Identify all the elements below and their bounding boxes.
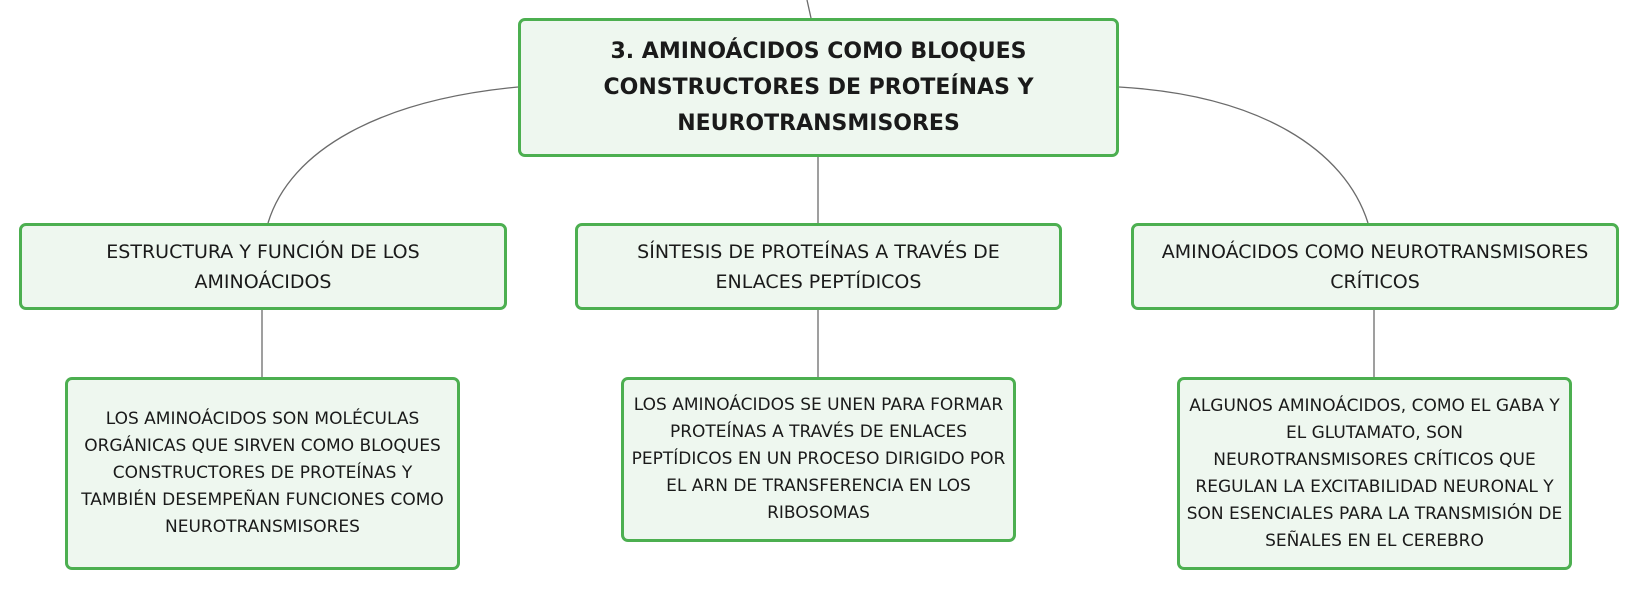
connector-main-to-branch-3 xyxy=(1119,87,1368,223)
branch-node-protein-synthesis[interactable] xyxy=(575,223,1062,310)
main-topic-label: 3. AMINOÁCIDOS COMO BLOQUES CONSTRUCTORES DE PROTEÍNAS Y NEUROTRANSMISORES xyxy=(603,38,1034,136)
detail-text: LOS AMINOÁCIDOS SON MOLÉCULAS ORGÁNICAS QUE SIRVEN COMO BLOQUES CONSTRUCTORES DE PROTEÍNAS Y TAMBIÉN DESEMPEÑAN FUNCIONES COMO NEUROTRANSMISORES xyxy=(81,409,444,537)
connector-from-parent xyxy=(807,0,811,18)
detail-node-structure-function[interactable] xyxy=(65,377,460,570)
detail-text: LOS AMINOÁCIDOS SE UNEN PARA FORMAR PROTEÍNAS A TRAVÉS DE ENLACES PEPTÍDICOS EN UN PROCESO DIRIGIDO POR EL ARN DE TRANSFERENCIA EN LOS RIBOSOMAS xyxy=(631,395,1006,523)
branch-node-structure-function[interactable] xyxy=(19,223,507,310)
branch-label: AMINOÁCIDOS COMO NEUROTRANSMISORES CRÍTICOS xyxy=(1161,240,1589,293)
detail-node-neurotransmitters[interactable] xyxy=(1177,377,1572,570)
branch-label: ESTRUCTURA Y FUNCIÓN DE LOS AMINOÁCIDOS xyxy=(106,240,420,293)
branch-node-neurotransmitters[interactable] xyxy=(1131,223,1619,310)
detail-node-protein-synthesis[interactable] xyxy=(621,377,1016,542)
connector-main-to-branch-1 xyxy=(268,87,518,223)
main-topic-node[interactable] xyxy=(518,18,1119,157)
detail-text: ALGUNOS AMINOÁCIDOS, COMO EL GABA Y EL GLUTAMATO, SON NEUROTRANSMISORES CRÍTICOS QUE REGULAN LA EXCITABILIDAD NEURONAL Y SON ESENCIALES PARA LA TRANSMISIÓN DE SEÑALES EN EL CEREBRO xyxy=(1186,395,1563,551)
branch-label: SÍNTESIS DE PROTEÍNAS A TRAVÉS DE ENLACES PEPTÍDICOS xyxy=(637,240,1000,293)
